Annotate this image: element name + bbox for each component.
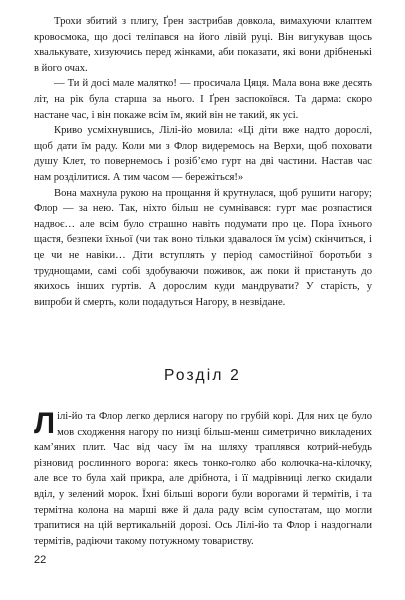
chapter-title: Розділ 2 bbox=[164, 367, 241, 384]
chapter-first-paragraph-text: ілі-йо та Флор легко дерлися нагору по грубій корі. Для них це було мов сходження нагору по низці більш-менш симетрично викладених кам’яних плит. Час від часу їм на шляху траплявся котрий-небудь різновид рослинного ворога: якесь тонко-голко або колючка-на-кілочку, але все то була хай прикра, але дрібнота, і її мадрівниці легко скидали вділ, у зелений морок. Їхні більші вороги були ворогами й термітів, і та термітна колона на марші вже й дала раду всім супостатам, що могли трапитися на цій вертикальній дорозі. Ось Лілі-йо та Флор і наздогнали термітів, радіючи такому потужному товариству. bbox=[34, 411, 372, 547]
chapter-first-paragraph bbox=[34, 409, 372, 549]
previous-chapter-text bbox=[34, 14, 372, 310]
paragraph-3: Криво усміхнувшись, Лілі-йо мовила: «Ці діти вже надто дорослі, щоб дати їм раду. Коли ми з Флор видеремось на Верхи, щоб поховати душу Клет, то повернемось і розіб’ємо гурт на дві частини. Настав час нам розділитися. А тим часом — бережіться!» bbox=[34, 125, 372, 183]
drop-cap-letter: Л bbox=[34, 407, 56, 440]
paragraph-2: — Ти й досі мале малятко! — просичала Цяця. Мала вона вже десять літ, на рік була старша за нього. І Ґрен заспокоївся. Та дарма: скоро настане час, і він покаже всім їм, який він не такий, як усі. bbox=[34, 78, 372, 121]
chapter-2-text bbox=[34, 409, 372, 549]
paragraph-4: Вона махнула рукою на прощання й крутнулася, щоб рушити нагору; Флор — за нею. Так, ніхто більш не сумнівався: гурт має розпастися надвоє… але всім було страшно навіть подумати про це. Пора їхнього щастя, безпеки їхньої (чи так воно тільки здавалося їм усім) скінчиться, і це чи не навіки… Діти вступлять у період самостійної боротьби з труднощами, самі собі здобуваючи поживок, аж поки й пристануть до якихось інших гуртів. А дорослим куди мандрувати? У старість, у випроби й смерть, коли подадуться Нагору, в незвідане. bbox=[34, 187, 372, 308]
page-number: 22 bbox=[34, 554, 47, 566]
paragraph-1: Трохи збитий з плигу, Ґрен застрибав довкола, вимахуючи клаптем кровосмока, що досі теліпався на його лівій руці. Він вигукував щось хвалькувате, хизуючись перед жінками, аби показати, які вони дрібненькі в його очах. bbox=[34, 16, 372, 74]
